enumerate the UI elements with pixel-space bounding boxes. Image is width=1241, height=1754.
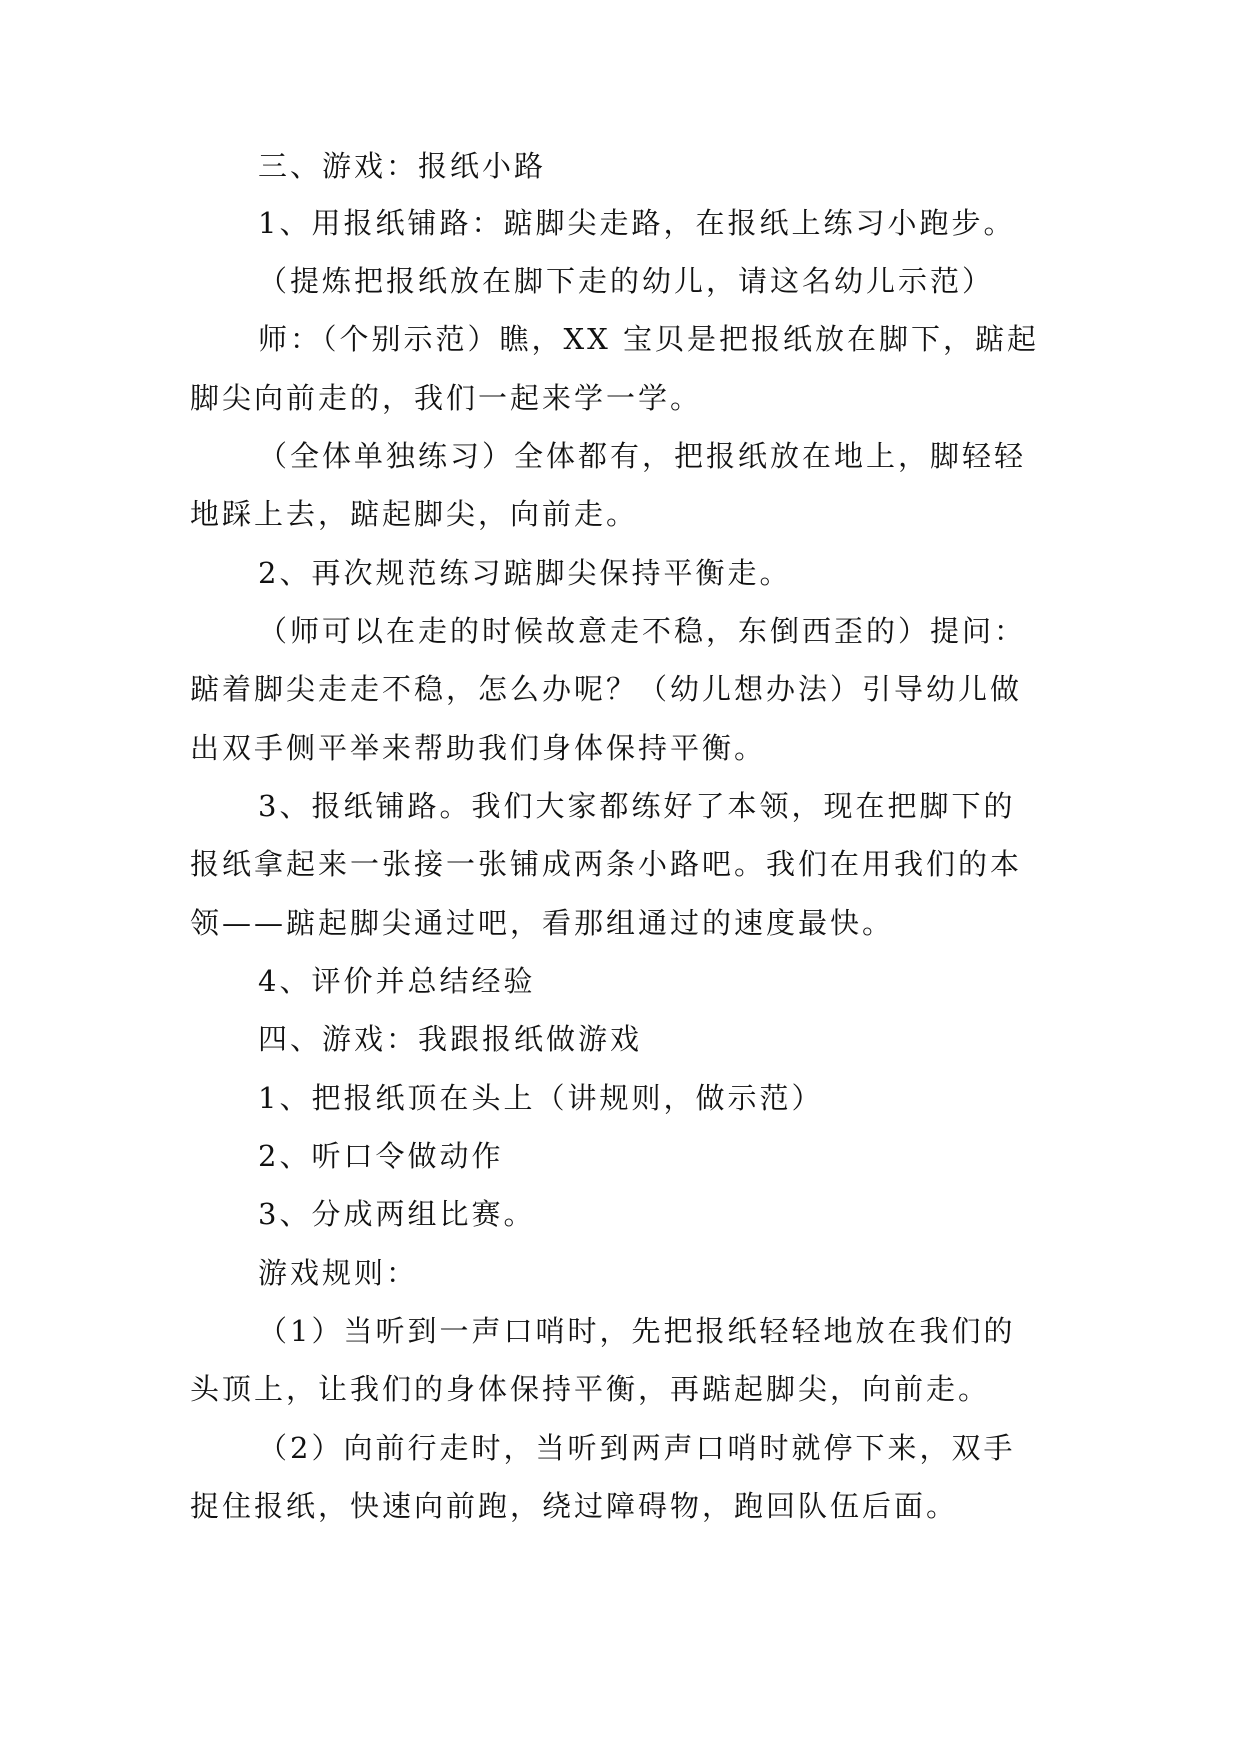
paragraph-line: 1、把报纸顶在头上（讲规则，做示范）	[258, 1081, 824, 1115]
paragraph-line: 3、报纸铺路。我们大家都练好了本领，现在把脚下的	[258, 789, 1016, 823]
paragraph-line: 2、再次规范练习踮脚尖保持平衡走。	[258, 556, 792, 590]
paragraph-line: 脚尖向前走的，我们一起来学一学。	[190, 381, 703, 415]
paragraph-line: 4、评价并总结经验	[258, 964, 536, 998]
paragraph-line: （1）当听到一声口哨时，先把报纸轻轻地放在我们的	[258, 1314, 1016, 1348]
paragraph-line: 1、用报纸铺路：踮脚尖走路，在报纸上练习小跑步。	[258, 206, 1016, 240]
paragraph-line: 捉住报纸，快速向前跑，绕过障碍物，跑回队伍后面。	[190, 1489, 959, 1523]
paragraph-line: 3、分成两组比赛。	[258, 1197, 536, 1231]
paragraph-line: 地踩上去，踮起脚尖，向前走。	[190, 497, 639, 531]
paragraph-line: 师：（个别示范）瞧，XX 宝贝是把报纸放在脚下，踮起	[258, 322, 1040, 356]
paragraph-line: 报纸拿起来一张接一张铺成两条小路吧。我们在用我们的本	[190, 847, 1023, 881]
section-heading: 四、游戏：我跟报纸做游戏	[258, 1022, 643, 1056]
paragraph-line: 领——踮起脚尖通过吧，看那组通过的速度最快。	[190, 906, 895, 940]
paragraph-line: （提炼把报纸放在脚下走的幼儿，请这名幼儿示范）	[258, 264, 995, 298]
paragraph-line: 游戏规则：	[258, 1256, 419, 1290]
paragraph-line: （师可以在走的时候故意走不稳，东倒西歪的）提问：	[258, 614, 1027, 648]
paragraph-line: （2）向前行走时，当听到两声口哨时就停下来，双手	[258, 1431, 1016, 1465]
paragraph-line: 出双手侧平举来帮助我们身体保持平衡。	[190, 731, 767, 765]
paragraph-line: 踮着脚尖走走不稳，怎么办呢？（幼儿想办法）引导幼儿做	[190, 672, 1023, 706]
section-heading: 三、游戏：报纸小路	[258, 149, 547, 183]
paragraph-line: 头顶上，让我们的身体保持平衡，再踮起脚尖，向前走。	[190, 1372, 991, 1406]
paragraph-line: 2、听口令做动作	[258, 1139, 504, 1173]
paragraph-line: （全体单独练习）全体都有，把报纸放在地上，脚轻轻	[258, 439, 1027, 473]
